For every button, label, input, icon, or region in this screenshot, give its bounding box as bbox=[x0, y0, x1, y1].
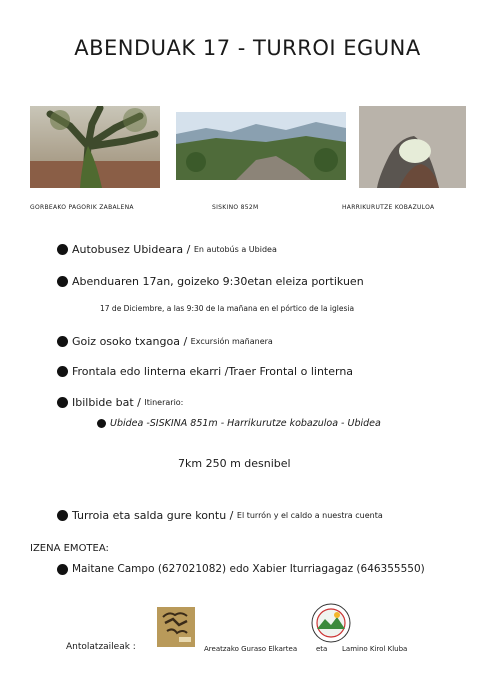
bullet-icon bbox=[97, 419, 106, 428]
photo-caption-2: SISKINO 852M bbox=[212, 204, 259, 211]
item-bus bbox=[57, 243, 277, 256]
item-bus-main: Autobusez Ubideara bbox=[72, 243, 184, 256]
lamino-kirol-kluba-logo bbox=[311, 603, 351, 643]
item-meeting-main: Abenduaren 17an, goizeko 9:30etan eleiza portikuen bbox=[72, 275, 364, 288]
item-route bbox=[57, 396, 183, 409]
bullet-icon bbox=[57, 564, 68, 575]
bullet-icon bbox=[57, 244, 68, 255]
item-meeting-spanish: 17 de Diciembre, a las 9:30 de la mañana en el pórtico de la iglesia bbox=[100, 304, 355, 313]
item-excursion bbox=[57, 335, 273, 348]
item-turron bbox=[57, 509, 383, 522]
bullet-icon bbox=[57, 336, 68, 347]
bullet-icon bbox=[57, 276, 68, 287]
item-route-detail bbox=[97, 418, 381, 429]
registration-contact bbox=[57, 563, 425, 575]
item-route-detail-text: Ubidea -SISKINA 851m - Harrikurutze kobazuloa - Ubidea bbox=[110, 418, 381, 429]
registration-heading: IZENA EMOTEA: bbox=[30, 543, 109, 554]
bullet-icon bbox=[57, 510, 68, 521]
item-route-sub: Itinerario: bbox=[144, 398, 184, 407]
item-excursion-main: Goiz osoko txangoa bbox=[72, 335, 180, 348]
item-route-main: Ibilbide bat bbox=[72, 396, 134, 409]
item-excursion-sub: Excursión mañanera bbox=[190, 337, 273, 346]
item-turron-sub: El turrón y el caldo a nuestra cuenta bbox=[236, 511, 383, 520]
item-excursion-sep: / bbox=[179, 335, 191, 348]
organizers-conjunction: eta bbox=[316, 645, 328, 653]
distance-text: 7km 250 m desnibel bbox=[178, 457, 291, 470]
page-title: ABENDUAK 17 - TURROI EGUNA bbox=[74, 36, 421, 60]
item-route-sep: / bbox=[133, 396, 145, 409]
item-frontal bbox=[57, 365, 353, 378]
photo-siskino-landscape bbox=[176, 112, 346, 180]
photo-caption-3: HARRIKURUTZE KOBAZULOA bbox=[342, 204, 435, 211]
item-bus-sep: / bbox=[183, 243, 194, 256]
photo-caption-1: GORBEAKO PAGORIK ZABALENA bbox=[30, 204, 134, 211]
organizers-label: Antolatzaileak : bbox=[66, 642, 136, 652]
item-turron-main: Turroia eta salda gure kontu bbox=[72, 509, 227, 522]
registration-contact-text: Maitane Campo (627021082) edo Xabier Iturriagagaz (646355550) bbox=[72, 563, 425, 575]
guraso-elkartea-logo bbox=[157, 607, 195, 647]
organizer-2: Lamino Kirol Kluba bbox=[342, 645, 408, 653]
bullet-icon bbox=[57, 366, 68, 377]
item-turron-sep: / bbox=[226, 509, 237, 522]
item-frontal-main: Frontala edo linterna ekarri /Traer Frontal o linterna bbox=[72, 365, 354, 378]
bullet-icon bbox=[57, 397, 68, 408]
photo-beech-tree bbox=[30, 106, 160, 188]
item-meeting bbox=[57, 275, 364, 288]
organizer-1: Areatzako Guraso Elkartea bbox=[204, 645, 298, 653]
photo-harrikurutze-cave bbox=[359, 106, 466, 188]
item-bus-sub: En autobús a Ubidea bbox=[193, 245, 277, 254]
